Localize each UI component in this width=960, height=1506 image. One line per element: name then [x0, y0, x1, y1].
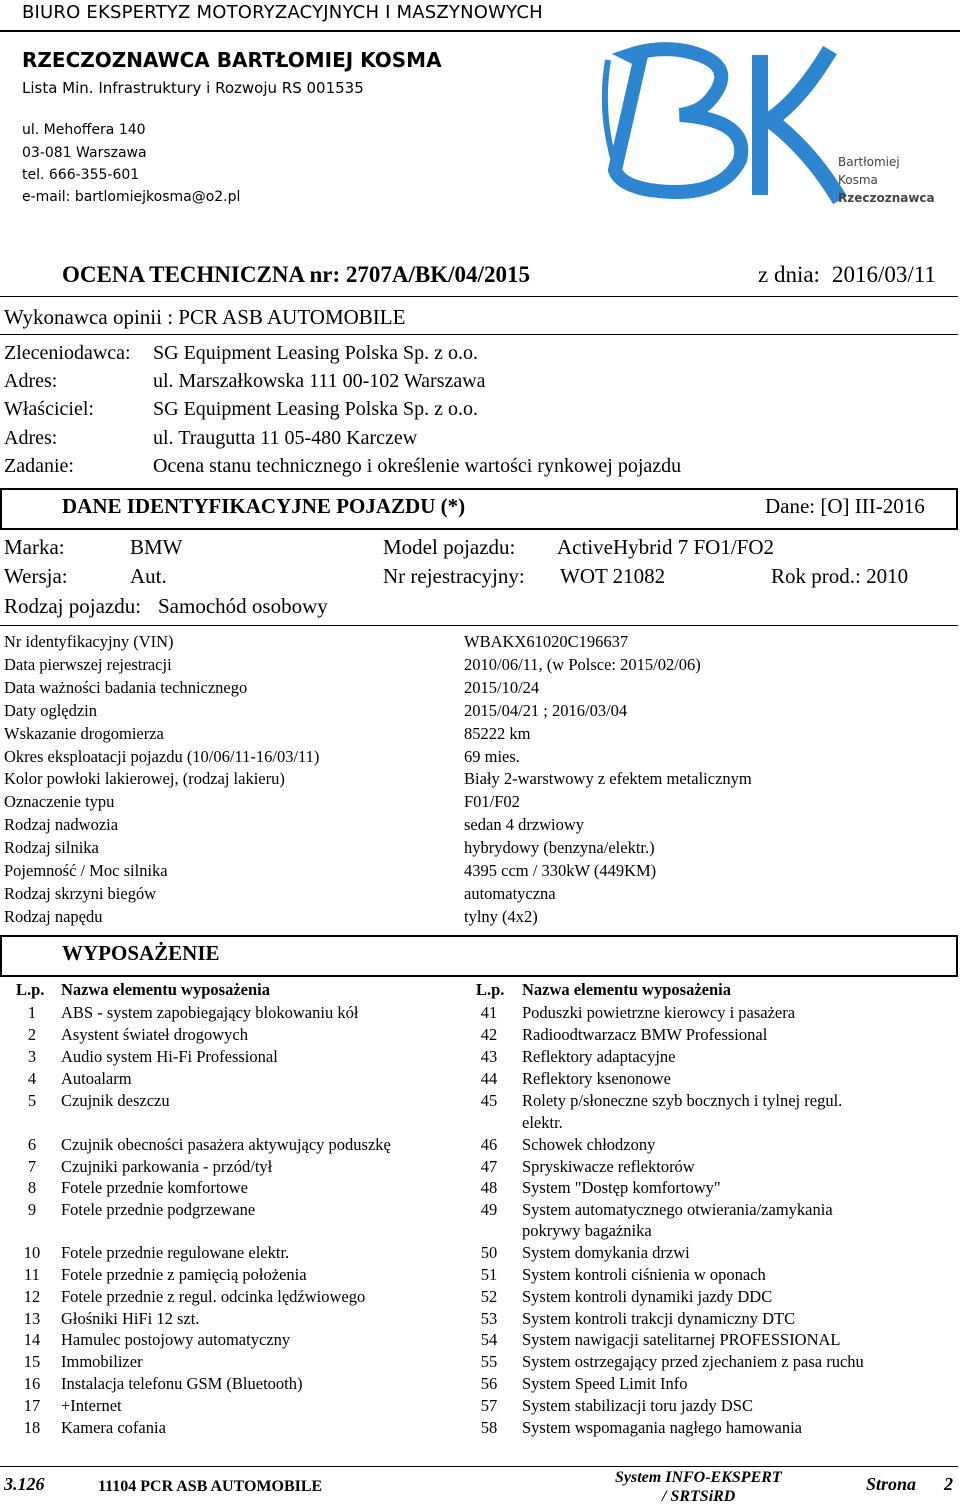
equipment-number: 43 [480, 1047, 498, 1066]
equipment-item [14, 1287, 365, 1307]
bk-logo-icon [600, 40, 940, 215]
footer-page-number: 2 [944, 1474, 953, 1494]
detail-label: Nr identyfikacyjny (VIN) [4, 632, 174, 651]
equipment-number: 42 [480, 1025, 498, 1044]
equipment-item [471, 1200, 833, 1220]
reg-value: WOT 21082 [560, 564, 666, 588]
equipment-number: 18 [23, 1418, 41, 1437]
equipment-item [14, 1418, 166, 1438]
equipment-name: Hamulec postojowy automatyczny [61, 1330, 291, 1349]
detail-label: Data ważności badania technicznego [4, 677, 248, 697]
equipment-number: 47 [480, 1157, 498, 1176]
equipment-name: System nawigacji satelitarnej PROFESSIONAL [522, 1330, 841, 1349]
address-street: ul. Mehoffera 140 [22, 122, 146, 138]
equipment-name: Czujnik obecności pasażera aktywujący poduszkę [61, 1135, 391, 1154]
equipment-number: 49 [480, 1200, 498, 1219]
equipment-number: 52 [480, 1287, 498, 1306]
equipment-item [14, 1178, 248, 1198]
equipment-item [471, 1309, 795, 1329]
equipment-name: System "Dostęp komfortowy" [522, 1178, 721, 1197]
equipment-name: pokrywy bagażnika [522, 1221, 652, 1240]
logo-text-1: Bartłomiej [838, 155, 900, 169]
equipment-number: 41 [480, 1003, 498, 1022]
equipment-item [471, 1069, 671, 1089]
footer-divider [0, 1466, 958, 1467]
equipment-name: Reflektory ksenonowe [522, 1069, 671, 1088]
detail-value: 69 mies. [464, 746, 520, 766]
type-label: Rodzaj pojazdu: [4, 594, 142, 618]
title-divider [0, 296, 958, 297]
equipment-item [471, 1091, 842, 1111]
equipment-name: System kontroli trakcji dynamiczny DTC [522, 1309, 796, 1328]
equipment-item [14, 1352, 143, 1372]
equipment-number: 48 [480, 1178, 498, 1197]
equipment-name: System ostrzegający przed zjechaniem z pasa ruchu [522, 1352, 864, 1371]
equipment-name: Kamera cofania [61, 1418, 166, 1437]
equipment-item [471, 1003, 795, 1023]
equipment-name: ABS - system zapobiegający blokowaniu kół [61, 1003, 359, 1022]
equipment-number: 56 [480, 1374, 498, 1393]
equipment-name: Radioodtwarzacz BMW Professional [522, 1025, 768, 1044]
license-list: Lista Min. Infrastruktury i Rozwoju RS 001535 [22, 79, 364, 97]
email: e-mail: bartlomiejkosma@o2.pl [22, 189, 241, 205]
equipment-number: 1 [27, 1003, 37, 1022]
model-label: Model pojazdu: [383, 535, 516, 559]
detail-value: tylny (4x2) [464, 906, 538, 926]
equipment-item [471, 1396, 753, 1416]
equipment-item [14, 1396, 122, 1416]
equipment-item [471, 1352, 864, 1372]
party-label: Adres: [4, 427, 58, 449]
version-value: Aut. [130, 564, 167, 588]
equipment-number: 51 [480, 1265, 498, 1284]
detail-value: 2015/04/21 ; 2016/03/04 [464, 700, 628, 720]
equipment-name: Immobilizer [61, 1352, 143, 1371]
equipment-name: System domykania drzwi [522, 1243, 690, 1262]
equipment-item [14, 1243, 289, 1263]
equipment-number: 45 [480, 1091, 498, 1110]
party-value: ul. Traugutta 11 05-480 Karczew [153, 427, 418, 449]
detail-label: Wskazanie drogomierza [4, 723, 164, 743]
make-value: BMW [130, 535, 183, 559]
equipment-number: 12 [23, 1287, 41, 1306]
detail-label: Pojemność / Moc silnika [4, 861, 168, 880]
equipment-name: Fotele przednie regulowane elektr. [61, 1243, 290, 1262]
equipment-number: 16 [23, 1374, 41, 1393]
party-value: ul. Marszałkowska 111 00-102 Warszawa [153, 370, 486, 392]
equipment-name: Poduszki powietrzne kierowcy i pasażera [522, 1003, 796, 1022]
equipment-name: Fotele przednie podgrzewane [61, 1200, 256, 1219]
contractor: Wykonawca opinii : PCR ASB AUTOMOBILE [4, 305, 406, 329]
equipment-name: Asystent świateł drogowych [61, 1025, 248, 1044]
party-value: Ocena stanu technicznego i określenie wartości rynkowej pojazdu [153, 455, 682, 477]
bk-logo [600, 40, 940, 215]
detail-value: automatyczna [464, 883, 556, 903]
detail-value: Biały 2-warstwowy z efektem metalicznym [464, 769, 752, 789]
header-divider [0, 30, 960, 32]
detail-label: Rodzaj napędu [4, 906, 103, 926]
equipment-item [471, 1025, 767, 1045]
equipment-number: 13 [23, 1309, 41, 1328]
equipment-number: 3 [27, 1047, 37, 1066]
detail-label: Rodzaj silnika [4, 838, 99, 858]
id-section-title: DANE IDENTYFIKACYJNE POJAZDU (*) [62, 494, 466, 518]
equipment-item [471, 1287, 772, 1307]
equipment-item [471, 1047, 675, 1067]
party-label: Adres: [4, 370, 58, 392]
equipment-item [14, 1091, 170, 1111]
equipment-item [471, 1418, 802, 1438]
equipment-title: WYPOSAŻENIE [62, 941, 220, 965]
equipment-name: Spryskiwacze reflektorów [522, 1157, 695, 1176]
equipment-number: 46 [480, 1135, 498, 1154]
equipment-number: 15 [23, 1352, 41, 1371]
model-value: ActiveHybrid 7 FO1/FO2 [557, 535, 774, 559]
detail-label: Data pierwszej rejestracji [4, 654, 172, 674]
equipment-name: Głośniki HiFi 12 szt. [61, 1309, 200, 1328]
equipment-item [471, 1178, 721, 1198]
equipment-number: 6 [27, 1135, 37, 1154]
equipment-number: 7 [27, 1157, 37, 1176]
equipment-number: 17 [23, 1396, 41, 1415]
equipment-number: 11 [24, 1265, 40, 1284]
equipment-item [471, 1135, 655, 1155]
equipment-item [14, 1025, 248, 1045]
equipment-number: 55 [480, 1352, 498, 1371]
detail-value: 2015/10/24 [464, 677, 540, 697]
equipment-item [14, 1003, 358, 1023]
equipment-item [471, 1113, 563, 1133]
reg-label: Nr rejestracyjny: [383, 564, 525, 588]
equipment-name: Fotele przednie komfortowe [61, 1178, 248, 1197]
equipment-name: Fotele przednie z regul. odcinka lędźwiowego [61, 1287, 366, 1306]
detail-label: Daty oględzin [4, 700, 98, 720]
equipment-item [471, 1221, 652, 1241]
party-value: SG Equipment Leasing Polska Sp. z o.o. [153, 342, 478, 364]
detail-value: WBAKX61020C196637 [464, 632, 629, 651]
equipment-item [14, 1047, 278, 1067]
equipment-number: 58 [480, 1418, 498, 1437]
report-title: OCENA TECHNICZNA nr: 2707A/BK/04/2015 [62, 262, 530, 287]
detail-label: Okres eksploatacji pojazdu (10/06/11-16/03/11) [4, 746, 320, 766]
equipment-number: 44 [480, 1069, 498, 1088]
detail-value: hybrydowy (benzyna/elektr.) [464, 838, 655, 858]
detail-value: sedan 4 drzwiowy [464, 815, 585, 835]
equipment-number: 50 [480, 1243, 498, 1262]
name-header-right: Nazwa elementu wyposażenia [522, 980, 731, 999]
equipment-number: 9 [27, 1200, 37, 1219]
equipment-name: Fotele przednie z pamięcią położenia [61, 1265, 307, 1284]
detail-value: F01/F02 [464, 792, 520, 812]
equipment-number: 2 [27, 1025, 37, 1044]
logo-text-3: Rzeczoznawca [838, 191, 935, 205]
equipment-item [471, 1374, 687, 1394]
equipment-item [471, 1157, 695, 1177]
phone: tel. 666-355-601 [22, 167, 140, 183]
equipment-item [14, 1069, 132, 1089]
detail-label: Rodzaj skrzyni biegów [4, 883, 157, 903]
equipment-name: Czujniki parkowania - przód/tył [61, 1157, 273, 1176]
detail-label: Oznaczenie typu [4, 792, 115, 812]
equipment-name: System kontroli ciśnienia w oponach [522, 1265, 766, 1284]
equipment-number: 10 [23, 1243, 41, 1262]
equipment-number: 4 [27, 1069, 37, 1088]
detail-label: Rodzaj nadwozia [4, 815, 119, 835]
party-value: SG Equipment Leasing Polska Sp. z o.o. [153, 398, 478, 420]
equipment-number: 14 [23, 1330, 41, 1349]
name-header-left: Nazwa elementu wyposażenia [61, 980, 270, 999]
equipment-number: 57 [480, 1396, 498, 1415]
id-section-data: Dane: [O] III-2016 [765, 494, 925, 518]
equipment-number: 53 [480, 1309, 498, 1328]
type-value: Samochód osobowy [158, 594, 328, 618]
equipment-item [14, 1330, 290, 1350]
equipment-item [14, 1200, 255, 1220]
footer-code: 3.126 [4, 1474, 45, 1494]
lp-header-left: L.p. [16, 980, 45, 999]
equipment-item [471, 1243, 690, 1263]
equipment-name: Czujnik deszczu [61, 1091, 170, 1110]
expert-name: RZECZOZNAWCA BARTŁOMIEJ KOSMA [22, 48, 442, 72]
equipment-name: Rolety p/słoneczne szyb bocznych i tylnej regul. [522, 1091, 843, 1110]
equipment-name: Autoalarm [61, 1069, 132, 1088]
equipment-name: System stabilizacji toru jazdy DSC [522, 1396, 753, 1415]
report-date: 2016/03/11 [832, 262, 936, 287]
equipment-item [471, 1330, 841, 1350]
equipment-item [14, 1157, 272, 1177]
equipment-item [14, 1309, 199, 1329]
bureau-name: BIURO EKSPERTYZ MOTORYZACYJNYCH I MASZYNOWYCH [22, 2, 543, 23]
equipment-name: System kontroli dynamiki jazdy DDC [522, 1287, 773, 1306]
equipment-item [14, 1374, 302, 1394]
equipment-name: elektr. [522, 1113, 563, 1132]
equipment-name: Reflektory adaptacyjne [522, 1047, 676, 1066]
equipment-number: 54 [480, 1330, 498, 1349]
equipment-number: 8 [27, 1178, 37, 1197]
detail-value: 2010/06/11, (w Polsce: 2015/02/06) [464, 654, 701, 674]
equipment-item [14, 1265, 307, 1285]
detail-label: Kolor powłoki lakierowej, (rodzaj lakieru) [4, 769, 285, 789]
lp-header-right: L.p. [476, 980, 505, 999]
logo-text-2: Kosma [838, 173, 878, 187]
address-city: 03-081 Warszawa [22, 145, 147, 161]
equipment-name: Schowek chłodzony [522, 1135, 656, 1154]
vehicle-divider [0, 625, 958, 626]
footer-system: System INFO-EKSPERT [615, 1469, 782, 1486]
equipment-name: Audio system Hi-Fi Professional [61, 1047, 278, 1066]
date-label: z dnia: [758, 262, 820, 287]
party-label: Zleceniodawca: [4, 342, 131, 364]
version-label: Wersja: [4, 564, 68, 588]
equipment-name: System wspomagania nagłego hamowania [522, 1418, 802, 1437]
contractor-divider [0, 334, 958, 335]
detail-value: 85222 km [464, 723, 531, 743]
equipment-item [14, 1135, 391, 1155]
detail-value: 4395 ccm / 330kW (449KM) [464, 861, 657, 880]
footer-system-2: / SRTSiRD [662, 1488, 736, 1505]
equipment-name: System Speed Limit Info [522, 1374, 688, 1393]
footer-company: 11104 PCR ASB AUTOMOBILE [98, 1478, 323, 1495]
party-label: Właściciel: [4, 398, 94, 420]
equipment-name: +Internet [61, 1396, 122, 1415]
equipment-item [471, 1265, 766, 1285]
equipment-number: 5 [27, 1091, 37, 1110]
make-label: Marka: [4, 535, 65, 559]
equipment-name: Instalacja telefonu GSM (Bluetooth) [61, 1374, 303, 1393]
production-year: Rok prod.: 2010 [771, 564, 909, 588]
equipment-name: System automatycznego otwierania/zamykania [522, 1200, 833, 1219]
party-label: Zadanie: [4, 455, 74, 477]
footer-page-label: Strona [866, 1474, 917, 1494]
